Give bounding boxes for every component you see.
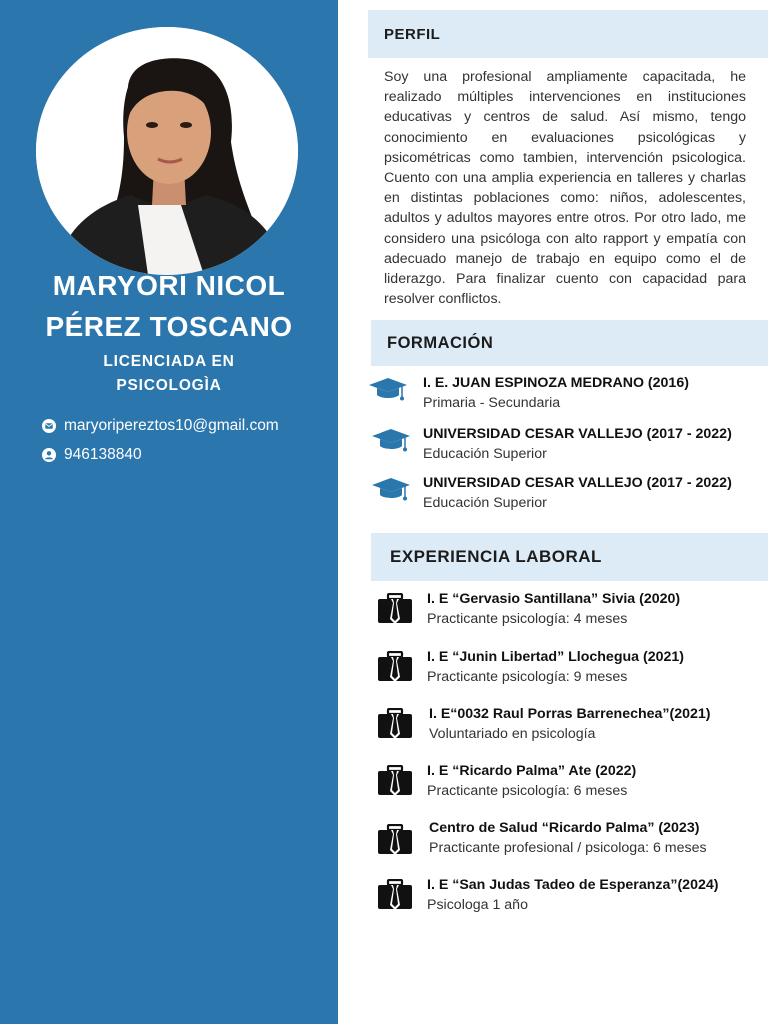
graduation-cap-icon [371,475,411,505]
briefcase-tie-icon [376,708,414,740]
experiencia-heading: EXPERIENCIA LABORAL [371,533,768,581]
education-subtitle: Educación Superior [423,446,547,462]
graduation-cap-icon [371,426,411,456]
graduation-cap-icon [368,375,408,405]
sidebar [0,0,338,1024]
education-title: I. E. JUAN ESPINOZA MEDRANO (2016) [423,375,689,391]
experience-title: I. E “Gervasio Santillana” Sivia (2020) [427,591,681,607]
experience-item [376,706,768,750]
job-title-line1: LICENCIADA EN [103,353,235,370]
experience-item [376,649,768,693]
user-circle-icon [42,448,56,462]
experience-subtitle: Practicante profesional / psicologa: 6 meses [429,840,707,856]
perfil-heading: PERFIL [368,10,768,58]
contact-phone[interactable] [42,446,142,464]
contact-email[interactable] [42,417,279,435]
experience-item [376,877,768,921]
briefcase-tie-icon [376,765,414,797]
briefcase-tie-icon [376,824,414,856]
experience-title: I. E“0032 Raul Porras Barrenechea”(2021) [429,706,711,722]
full-name-line2: PÉREZ TOSCANO [45,311,293,342]
job-title-line2: PSICOLOGÌA [116,377,222,394]
experience-item [376,763,768,807]
experience-subtitle: Practicante psicología: 4 meses [427,611,628,627]
briefcase-tie-icon [376,651,414,683]
briefcase-tie-icon [376,879,414,911]
experience-subtitle: Voluntariado en psicología [429,726,596,742]
profile-photo-illustration [36,27,298,275]
envelope-icon [42,419,56,433]
full-name-line1: MARYORI NICOL [52,270,286,301]
perfil-text: Soy una profesional ampliamente capacitada, he realizado múltiples intervenciones en instituciones educativas y centros de salud. Así mismo, tengo conocimiento en evaluaciones psicológicas y psicométricas como tambien, intervención psicologica. Cuento con una amplia experiencia en talleres y charlas en distintas poblaciones como: niños, adolescentes, adultos y adultos mayores entre otros. Por otro lado, me considero una psicóloga con alto rapport y empatía con adecuado manejo de trabajo en equipo como el de liderazgo. Para finalizar cuento con capacidad para resolver conflictos. [384,69,746,308]
experience-item [376,591,768,635]
email-text[interactable]: maryoripereztos10@gmail.com [64,417,279,434]
education-title: UNIVERSIDAD CESAR VALLEJO (2017 - 2022) [423,426,732,442]
experience-subtitle: Practicante psicología: 9 meses [427,669,628,685]
education-subtitle: Primaria - Secundaria [423,395,561,411]
education-item [368,426,768,470]
experience-item [376,820,768,864]
education-item [368,375,768,419]
experience-title: I. E “San Judas Tadeo de Esperanza”(2024) [427,877,719,893]
experience-title: Centro de Salud “Ricardo Palma” (2023) [429,820,700,836]
formacion-heading: FORMACIÓN [371,320,768,366]
profile-photo [36,27,298,275]
experience-subtitle: Psicologa 1 año [427,897,528,913]
experience-title: I. E “Ricardo Palma” Ate (2022) [427,763,637,779]
education-title: UNIVERSIDAD CESAR VALLEJO (2017 - 2022) [423,475,732,491]
experience-subtitle: Practicante psicología: 6 meses [427,783,628,799]
education-item [368,475,768,519]
briefcase-tie-icon [376,593,414,625]
education-subtitle: Educación Superior [423,495,547,511]
phone-text[interactable]: 946138840 [64,446,142,463]
experience-title: I. E “Junin Libertad” Llochegua (2021) [427,649,684,665]
